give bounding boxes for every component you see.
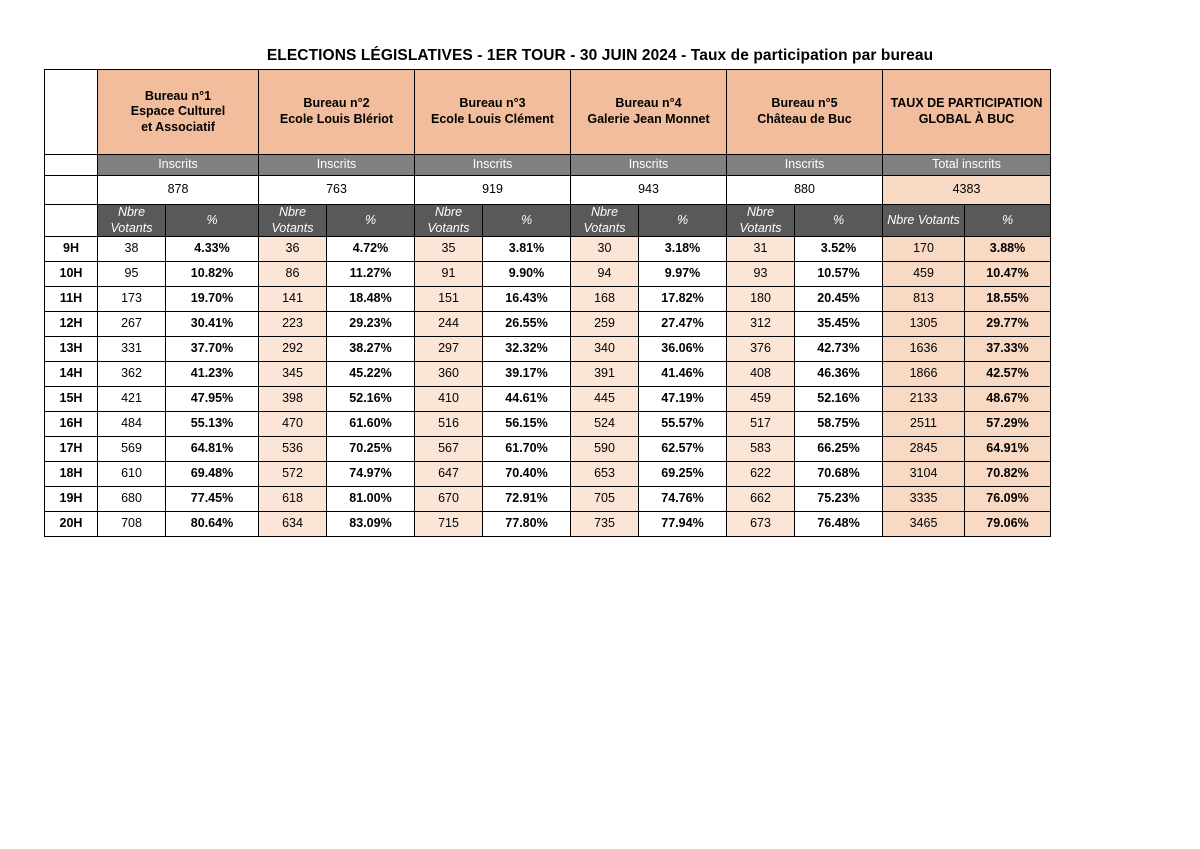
row-hour-label: 13H	[45, 337, 98, 362]
bureau-2-name: Bureau n°2	[303, 96, 370, 111]
cell-b5p: 46.36%	[795, 362, 883, 387]
cell-tv: 2845	[883, 437, 965, 462]
cell-b2p: 83.09%	[327, 512, 415, 537]
cell-b5p: 58.75%	[795, 412, 883, 437]
col-pct-1: %	[166, 205, 259, 237]
bureau-2-line2: Ecole Louis Blériot	[279, 112, 394, 126]
cell-b2p: 29.23%	[327, 312, 415, 337]
cell-b3v: 670	[415, 487, 483, 512]
cell-b1p: 80.64%	[166, 512, 259, 537]
cell-b2v: 536	[259, 437, 327, 462]
cell-b4p: 62.57%	[639, 437, 727, 462]
bureau-1-line3: et Associatif	[141, 119, 215, 134]
cell-b1v: 362	[98, 362, 166, 387]
cell-b2v: 634	[259, 512, 327, 537]
cell-b1p: 64.81%	[166, 437, 259, 462]
corner-cell	[45, 155, 98, 176]
cell-b3p: 72.91%	[483, 487, 571, 512]
cell-b4v: 30	[571, 237, 639, 262]
col-votants-5: Nbre Votants	[727, 205, 795, 237]
cell-b3p: 9.90%	[483, 262, 571, 287]
row-hour-label: 11H	[45, 287, 98, 312]
cell-b2p: 74.97%	[327, 462, 415, 487]
row-hour-label: 14H	[45, 362, 98, 387]
inscrits-value-3: 919	[415, 176, 571, 205]
cell-b3v: 35	[415, 237, 483, 262]
table-row	[45, 387, 1051, 412]
cell-b1p: 30.41%	[166, 312, 259, 337]
cell-b5p: 20.45%	[795, 287, 883, 312]
cell-tv: 3335	[883, 487, 965, 512]
cell-b5v: 517	[727, 412, 795, 437]
bureau-header-1	[98, 70, 259, 155]
cell-b4v: 391	[571, 362, 639, 387]
cell-b4p: 36.06%	[639, 337, 727, 362]
cell-tp: 76.09%	[965, 487, 1051, 512]
participation-table	[44, 69, 1051, 537]
cell-b5v: 662	[727, 487, 795, 512]
cell-b4p: 9.97%	[639, 262, 727, 287]
table-row	[45, 287, 1051, 312]
cell-b2p: 70.25%	[327, 437, 415, 462]
cell-b4p: 47.19%	[639, 387, 727, 412]
total-name: TAUX	[890, 96, 924, 111]
cell-b4v: 653	[571, 462, 639, 487]
cell-b3p: 70.40%	[483, 462, 571, 487]
cell-b2p: 52.16%	[327, 387, 415, 412]
cell-b3p: 39.17%	[483, 362, 571, 387]
row-hour-label: 17H	[45, 437, 98, 462]
bureau-header-5	[727, 70, 883, 155]
total-inscrits-label: Total inscrits	[883, 155, 1051, 176]
cell-b5p: 52.16%	[795, 387, 883, 412]
cell-b1v: 95	[98, 262, 166, 287]
cell-b3v: 244	[415, 312, 483, 337]
col-votants-2: Nbre Votants	[259, 205, 327, 237]
cell-b3p: 61.70%	[483, 437, 571, 462]
cell-b3v: 91	[415, 262, 483, 287]
cell-b2p: 11.27%	[327, 262, 415, 287]
bureau-4-line2: Galerie Jean Monnet	[587, 112, 710, 126]
cell-b4v: 259	[571, 312, 639, 337]
cell-b1p: 55.13%	[166, 412, 259, 437]
cell-tp: 79.06%	[965, 512, 1051, 537]
cell-b5v: 408	[727, 362, 795, 387]
cell-b1p: 19.70%	[166, 287, 259, 312]
cell-b1v: 610	[98, 462, 166, 487]
bureau-3-name: Bureau n°3	[459, 96, 526, 111]
cell-tp: 3.88%	[965, 237, 1051, 262]
cell-tp: 48.67%	[965, 387, 1051, 412]
cell-tp: 18.55%	[965, 287, 1051, 312]
cell-b1v: 569	[98, 437, 166, 462]
inscrits-label-1: Inscrits	[98, 155, 259, 176]
table-header-row-inscrits-value	[45, 176, 1051, 205]
table-body	[45, 237, 1051, 537]
cell-b3v: 297	[415, 337, 483, 362]
corner-cell	[45, 176, 98, 205]
cell-b2v: 470	[259, 412, 327, 437]
cell-tv: 813	[883, 287, 965, 312]
table-row	[45, 462, 1051, 487]
cell-b1v: 173	[98, 287, 166, 312]
col-votants-total: Nbre Votants	[883, 205, 965, 237]
cell-tp: 42.57%	[965, 362, 1051, 387]
col-pct-2: %	[327, 205, 415, 237]
cell-b5p: 66.25%	[795, 437, 883, 462]
table-header-row-bureaux	[45, 70, 1051, 155]
cell-b4v: 524	[571, 412, 639, 437]
cell-b2v: 86	[259, 262, 327, 287]
table-row	[45, 237, 1051, 262]
cell-b5p: 75.23%	[795, 487, 883, 512]
row-hour-label: 15H	[45, 387, 98, 412]
cell-b4p: 3.18%	[639, 237, 727, 262]
cell-b3v: 516	[415, 412, 483, 437]
cell-b1p: 77.45%	[166, 487, 259, 512]
row-hour-label: 18H	[45, 462, 98, 487]
inscrits-label-4: Inscrits	[571, 155, 727, 176]
cell-b3v: 567	[415, 437, 483, 462]
cell-b1p: 41.23%	[166, 362, 259, 387]
cell-b5v: 376	[727, 337, 795, 362]
col-votants-4: Nbre Votants	[571, 205, 639, 237]
total-inscrits-value: 4383	[883, 176, 1051, 205]
bureau-header-3	[415, 70, 571, 155]
cell-tp: 57.29%	[965, 412, 1051, 437]
table-row	[45, 362, 1051, 387]
row-hour-label: 16H	[45, 412, 98, 437]
table-header-row-inscrits-label	[45, 155, 1051, 176]
cell-b1v: 708	[98, 512, 166, 537]
cell-b4p: 41.46%	[639, 362, 727, 387]
cell-b2p: 61.60%	[327, 412, 415, 437]
cell-b5p: 3.52%	[795, 237, 883, 262]
row-hour-label: 9H	[45, 237, 98, 262]
cell-tv: 2133	[883, 387, 965, 412]
cell-b5v: 622	[727, 462, 795, 487]
cell-b2v: 398	[259, 387, 327, 412]
cell-b3p: 44.61%	[483, 387, 571, 412]
total-line3: GLOBAL À BUC	[918, 112, 1015, 126]
cell-b5v: 459	[727, 387, 795, 412]
cell-tp: 37.33%	[965, 337, 1051, 362]
bureau-1-line2: Espace Culturel	[130, 104, 226, 119]
col-pct-5: %	[795, 205, 883, 237]
cell-b3p: 56.15%	[483, 412, 571, 437]
cell-b4v: 735	[571, 512, 639, 537]
cell-b3v: 360	[415, 362, 483, 387]
cell-b5v: 180	[727, 287, 795, 312]
inscrits-label-3: Inscrits	[415, 155, 571, 176]
bureau-header-2	[259, 70, 415, 155]
cell-b3p: 3.81%	[483, 237, 571, 262]
page-title: ELECTIONS LÉGISLATIVES - 1ER TOUR - 30 JUIN 2024 - Taux de participation par bureau	[266, 47, 934, 64]
inscrits-value-4: 943	[571, 176, 727, 205]
cell-b4v: 445	[571, 387, 639, 412]
table-row	[45, 487, 1051, 512]
cell-b2v: 618	[259, 487, 327, 512]
cell-tv: 1636	[883, 337, 965, 362]
cell-tv: 3104	[883, 462, 965, 487]
cell-b1p: 4.33%	[166, 237, 259, 262]
cell-b4v: 168	[571, 287, 639, 312]
cell-b2p: 18.48%	[327, 287, 415, 312]
cell-b5p: 42.73%	[795, 337, 883, 362]
cell-b5v: 31	[727, 237, 795, 262]
corner-cell	[45, 205, 98, 237]
cell-b3p: 77.80%	[483, 512, 571, 537]
col-votants-1: Nbre Votants	[98, 205, 166, 237]
cell-b2p: 4.72%	[327, 237, 415, 262]
cell-b4p: 69.25%	[639, 462, 727, 487]
inscrits-label-2: Inscrits	[259, 155, 415, 176]
table-row	[45, 312, 1051, 337]
cell-b3p: 32.32%	[483, 337, 571, 362]
cell-b2v: 223	[259, 312, 327, 337]
cell-b4v: 94	[571, 262, 639, 287]
cell-b3p: 16.43%	[483, 287, 571, 312]
table-row	[45, 412, 1051, 437]
cell-b5p: 35.45%	[795, 312, 883, 337]
cell-tv: 170	[883, 237, 965, 262]
cell-tp: 64.91%	[965, 437, 1051, 462]
cell-tv: 1305	[883, 312, 965, 337]
cell-b1p: 69.48%	[166, 462, 259, 487]
cell-tv: 1866	[883, 362, 965, 387]
cell-b4v: 590	[571, 437, 639, 462]
cell-b4p: 27.47%	[639, 312, 727, 337]
cell-b5v: 583	[727, 437, 795, 462]
cell-tp: 29.77%	[965, 312, 1051, 337]
cell-b3v: 647	[415, 462, 483, 487]
cell-b2p: 81.00%	[327, 487, 415, 512]
cell-b5v: 312	[727, 312, 795, 337]
col-pct-3: %	[483, 205, 571, 237]
table-row	[45, 262, 1051, 287]
cell-b2v: 572	[259, 462, 327, 487]
bureau-3-line2: Ecole Louis Clément	[431, 112, 554, 126]
cell-b5p: 70.68%	[795, 462, 883, 487]
col-pct-4: %	[639, 205, 727, 237]
cell-b4p: 55.57%	[639, 412, 727, 437]
table-row	[45, 337, 1051, 362]
row-hour-label: 12H	[45, 312, 98, 337]
col-votants-3: Nbre Votants	[415, 205, 483, 237]
cell-tv: 3465	[883, 512, 965, 537]
cell-tv: 2511	[883, 412, 965, 437]
row-hour-label: 10H	[45, 262, 98, 287]
table-header-row-columns	[45, 205, 1051, 237]
cell-tv: 459	[883, 262, 965, 287]
corner-cell	[45, 70, 98, 155]
cell-tp: 10.47%	[965, 262, 1051, 287]
cell-b4v: 705	[571, 487, 639, 512]
cell-b5v: 93	[727, 262, 795, 287]
cell-b3v: 151	[415, 287, 483, 312]
cell-b2v: 345	[259, 362, 327, 387]
row-hour-label: 19H	[45, 487, 98, 512]
cell-b2v: 36	[259, 237, 327, 262]
inscrits-label-5: Inscrits	[727, 155, 883, 176]
cell-b2v: 292	[259, 337, 327, 362]
cell-b1v: 484	[98, 412, 166, 437]
cell-b3p: 26.55%	[483, 312, 571, 337]
col-pct-total: %	[965, 205, 1051, 237]
cell-b1v: 421	[98, 387, 166, 412]
cell-b1p: 37.70%	[166, 337, 259, 362]
cell-b1p: 10.82%	[166, 262, 259, 287]
cell-b2p: 45.22%	[327, 362, 415, 387]
inscrits-value-1: 878	[98, 176, 259, 205]
cell-b4p: 17.82%	[639, 287, 727, 312]
bureau-4-name: Bureau n°4	[615, 96, 682, 111]
bureau-5-name: Bureau n°5	[771, 96, 838, 111]
table-row	[45, 437, 1051, 462]
cell-b4v: 340	[571, 337, 639, 362]
cell-b1p: 47.95%	[166, 387, 259, 412]
inscrits-value-2: 763	[259, 176, 415, 205]
cell-b4p: 74.76%	[639, 487, 727, 512]
cell-b2p: 38.27%	[327, 337, 415, 362]
bureau-1-name: Bureau n°1	[144, 88, 212, 103]
cell-b1v: 331	[98, 337, 166, 362]
cell-b2v: 141	[259, 287, 327, 312]
cell-b1v: 38	[98, 237, 166, 262]
cell-b1v: 267	[98, 312, 166, 337]
cell-tp: 70.82%	[965, 462, 1051, 487]
cell-b5v: 673	[727, 512, 795, 537]
cell-b5p: 76.48%	[795, 512, 883, 537]
cell-b4p: 77.94%	[639, 512, 727, 537]
cell-b5p: 10.57%	[795, 262, 883, 287]
table-row	[45, 512, 1051, 537]
row-hour-label: 20H	[45, 512, 98, 537]
bureau-5-line2: Château de Buc	[757, 112, 852, 126]
cell-b3v: 715	[415, 512, 483, 537]
total-header	[883, 70, 1051, 155]
total-line2: DE PARTICIPATION	[927, 96, 1043, 111]
inscrits-value-5: 880	[727, 176, 883, 205]
cell-b3v: 410	[415, 387, 483, 412]
bureau-header-4	[571, 70, 727, 155]
cell-b1v: 680	[98, 487, 166, 512]
